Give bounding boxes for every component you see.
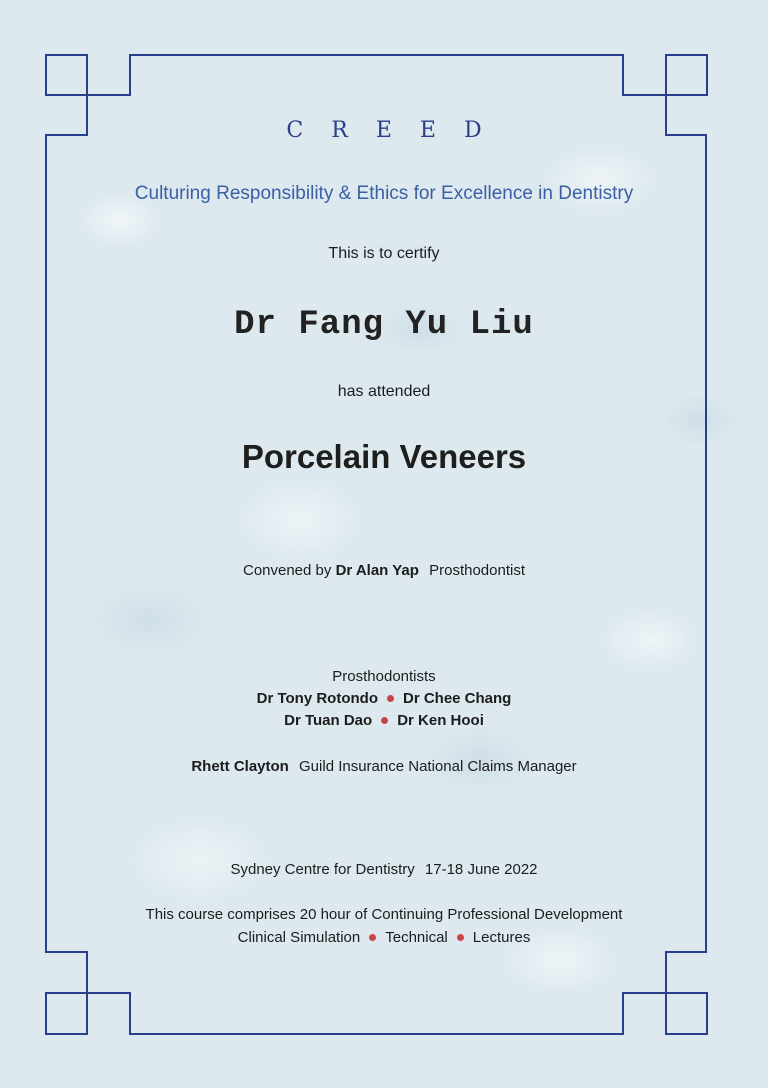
guest-name: Rhett Clayton xyxy=(191,758,289,775)
presenters-heading: Prosthodontists xyxy=(332,668,436,685)
bullet-dot-icon xyxy=(381,717,388,724)
module-label: Lectures xyxy=(472,929,531,946)
cpd-statement: This course comprises 20 hour of Continuing Professional Development xyxy=(145,906,623,923)
organisation-tagline: Culturing Responsibility & Ethics for Excellence in Dentistry xyxy=(134,183,634,204)
module-label: Clinical Simulation xyxy=(237,929,361,946)
presenters-row xyxy=(0,712,768,729)
acronym-letter: E xyxy=(375,118,392,143)
presenter-name: Dr Tuan Dao xyxy=(284,712,373,729)
recipient-name: Dr Fang Yu Liu xyxy=(234,306,534,344)
venue-line xyxy=(0,861,768,878)
acronym-letter: C xyxy=(286,118,304,143)
course-dates: 17-18 June 2022 xyxy=(424,861,538,878)
convened-line xyxy=(0,562,768,579)
acronym-letter: E xyxy=(419,118,436,143)
acronym-letter: R xyxy=(331,118,348,143)
presenter-name: Dr Chee Chang xyxy=(403,690,512,707)
bullet-dot-icon xyxy=(387,695,394,702)
convenor-role: Prosthodontist xyxy=(429,562,525,579)
guest-presenter-line xyxy=(0,758,768,775)
convened-prefix: Convened by xyxy=(242,562,332,579)
convenor-name: Dr Alan Yap xyxy=(335,562,419,579)
presenter-name: Dr Tony Rotondo xyxy=(256,690,378,707)
presenters-row xyxy=(0,690,768,707)
presenter-name: Dr Ken Hooi xyxy=(397,712,484,729)
bullet-dot-icon xyxy=(369,934,376,941)
module-label: Technical xyxy=(385,929,448,946)
creed-acronym xyxy=(0,118,768,143)
bullet-dot-icon xyxy=(457,934,464,941)
venue-name: Sydney Centre for Dentistry xyxy=(230,861,415,878)
attended-text: has attended xyxy=(337,383,431,400)
course-modules xyxy=(0,929,768,946)
course-title: Porcelain Veneers xyxy=(241,438,527,475)
acronym-letter: D xyxy=(463,118,482,143)
guest-role: Guild Insurance National Claims Manager xyxy=(299,758,577,775)
certify-text: This is to certify xyxy=(328,245,440,262)
